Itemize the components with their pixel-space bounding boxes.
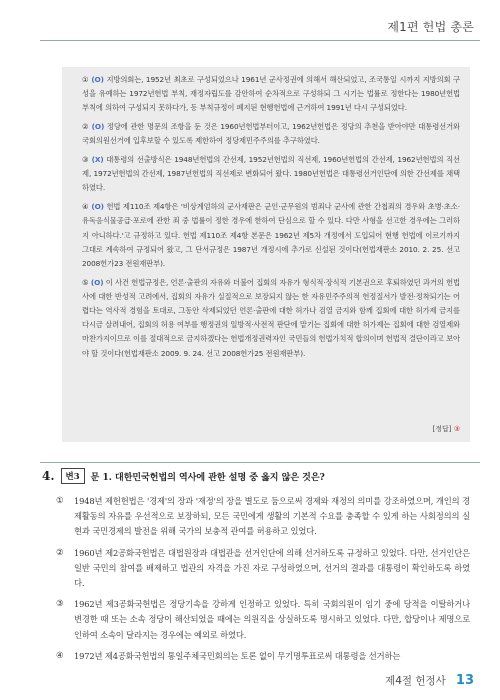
answer-options <box>56 494 470 670</box>
answer-value: ③ <box>453 425 460 433</box>
option-mark-2: ② <box>56 547 64 558</box>
question-text: 문 1. 대한민국헌법의 역사에 관한 설명 중 옳지 않은 것은? <box>90 472 325 483</box>
explanation-text-3: 대통령의 선출방식은 1948년헌법의 간선제, 1952년헌법의 직선제, 1960년헌법의 간선제, 1962년헌법의 직선제, 1972년헌법의 간선제, 1987년헌법의 직선제로 변화되어 왔다. 1980년헌법은 대통령선거인단에 의한 간선제를 채택하였다. <box>82 155 460 193</box>
explanation-paragraph-1 <box>82 73 460 116</box>
explanation-mark-2: ② <box>82 122 89 132</box>
answer-label: [정답] <box>432 425 452 433</box>
answer-line <box>432 424 460 434</box>
option-4 <box>56 649 470 664</box>
option-text-2: 1960년 제2공화국헌법은 대법원장과 대법관을 선거인단에 의해 선거하도록 규정하고 있었다. 다만, 선거인단은 일반 국민의 참여를 배제하고 법관의 자격을 가진 자로 구성하였으며, 선거의 결과를 대통령이 확인하도록 하였다. <box>74 547 470 589</box>
explanation-mark-3: ③ <box>82 155 89 165</box>
option-text-3: 1962년 제3공화국헌법은 정당기속을 강하게 인정하고 있었다. 특히 국회의원이 임기 중에 당적을 이탈하거나 변경한 때 또는 소속 정당이 해산되었을 때에는 의원직을 상실하도록 명시하고 있었다. 다만, 합당이나 제명으로 인하여 소속이 달라지는 경우에는 예외로 하였다. <box>74 599 470 640</box>
page-number: 13 <box>455 673 474 688</box>
explanation-mark-1: ① <box>82 75 89 84</box>
option-1 <box>56 494 470 540</box>
explanation-verdict-4: (O) <box>91 202 104 212</box>
option-mark-3: ③ <box>56 599 64 610</box>
explanation-text-2: 정당에 관한 명문의 조항을 둔 것은 1960년헌법부터이고, 1962년헌법은 정당의 추천을 받아야만 대통령선거와 국회의원선거에 입후보할 수 있도록 제한하여 정당제민주주의를 추구하였다. <box>82 122 460 146</box>
explanation-content <box>82 73 460 365</box>
explanation-verdict-5: (O) <box>90 277 104 287</box>
question-number: 4. <box>42 469 55 483</box>
explanation-text-5: 이 사건 헌법규정은, 언론·출판의 자유와 더불어 집회의 자유가 형식적·장식적 기본권으로 후퇴하였던 과거의 헌법사에 대한 반성적 고려에서, 집회의 자유가 실질적으로 보장되지 않는 한 자유민주주의적 헌정질서가 발전·정착되기는 어렵다는 역사적 경험을 토대로, 그동안 삭제되었던 언론·출판에 대한 허가나 검열 금지와 함께 집회에 대한 허가제 금지를 다시금 살려내어, 집회의 허용 여부를 행정권의 일방적·사전적 판단에 맡기는 집회에 대한 허가제는 집회에 대한 검열제와 마찬가지이므로 이를 절대적으로 금지하겠다는 헌법개정권력자인 국민들의 헌법가치적 합의이며 헌법적 결단이라고 보아야 할 것이다(헌법재판소 2009. 9. 24. 선고 2008헌가25 전원재판부). <box>82 277 460 358</box>
explanation-paragraph-2 <box>82 120 460 148</box>
explanation-verdict-1: (O) <box>91 75 104 84</box>
explanation-verdict-2: (O) <box>91 122 105 132</box>
explanation-paragraph-3 <box>82 153 460 196</box>
option-text-4: 1972년 제4공화국헌법의 통일주체국민회의는 토론 없이 무기명투표로써 대통령을 선거하는 <box>74 650 401 661</box>
option-text-1: 1948년 제헌헌법은 '경제'의 장과 '재정'의 장을 별도로 둠으로써 경제와 재정의 의미를 강조하였으며, 개인의 경제활동의 자유를 우선적으로 보장하되, 모든 국민에게 생활의 기본적 수요를 충족할 수 있게 하는 사회정의의 실현과 국민경제의 발전을 위해 국가의 보충적 관여를 허용하고 있었다. <box>74 496 470 537</box>
page-footer <box>385 669 474 688</box>
explanation-mark-5: ⑤ <box>82 277 89 287</box>
explanation-text-4: 헌법 제110조 제4항은 '비상계엄하의 군사재판은 군인·군무원의 범죄나 군사에 관한 간첩죄의 경우와 초병·초소·유독음식물공급·포로에 관한 죄 중 법률이 정한 경우에 한하여 단심으로 할 수 있다. 다만 사형을 선고한 경우에는 그러하지 아니하다.'고 규정하고 있다. 헌법 제110조 제4항 본문은 1962년 제5차 개정에서 도입되어 현행 헌법에 이르기까지 그대로 계속하여 규정되어 왔고, 그 단서규정은 1987년 개정시에 추가로 신설된 것이다(헌법재판소 2010. 2. 25. 선고 2008헌가23 전원재판부). <box>82 202 460 268</box>
explanation-mark-4: ④ <box>82 202 89 212</box>
exam-tag: 변3 <box>61 468 85 484</box>
option-mark-1: ① <box>56 496 64 506</box>
option-3 <box>56 597 470 643</box>
footer-section: 제4절 헌정사 <box>385 675 446 687</box>
explanation-paragraph-5 <box>82 276 460 361</box>
header-divider <box>40 40 480 41</box>
question-header <box>42 468 325 484</box>
option-2 <box>56 546 470 592</box>
explanation-text-1: 지방의회는, 1952년 최초로 구성되었으나 1961년 군사정권에 의해서 해산되었고, 조국통일 시까지 지방의회 구성을 유예하는 1972년헌법 부칙, 재정자립도를 감안하여 순차적으로 구성하되 그 시기는 법률로 정한다는 1980년헌법 부칙에 의하여 구성되지 못하다가, 동 부칙규정이 폐지된 현행헌법에 근거하여 1991년 다시 구성되었다. <box>82 75 460 113</box>
explanation-verdict-3: (X) <box>91 155 104 165</box>
chapter-title: 제1편 헌법 총론 <box>387 20 474 34</box>
explanation-paragraph-4 <box>82 200 460 271</box>
question-divider <box>40 462 480 463</box>
option-mark-4: ④ <box>56 650 64 661</box>
